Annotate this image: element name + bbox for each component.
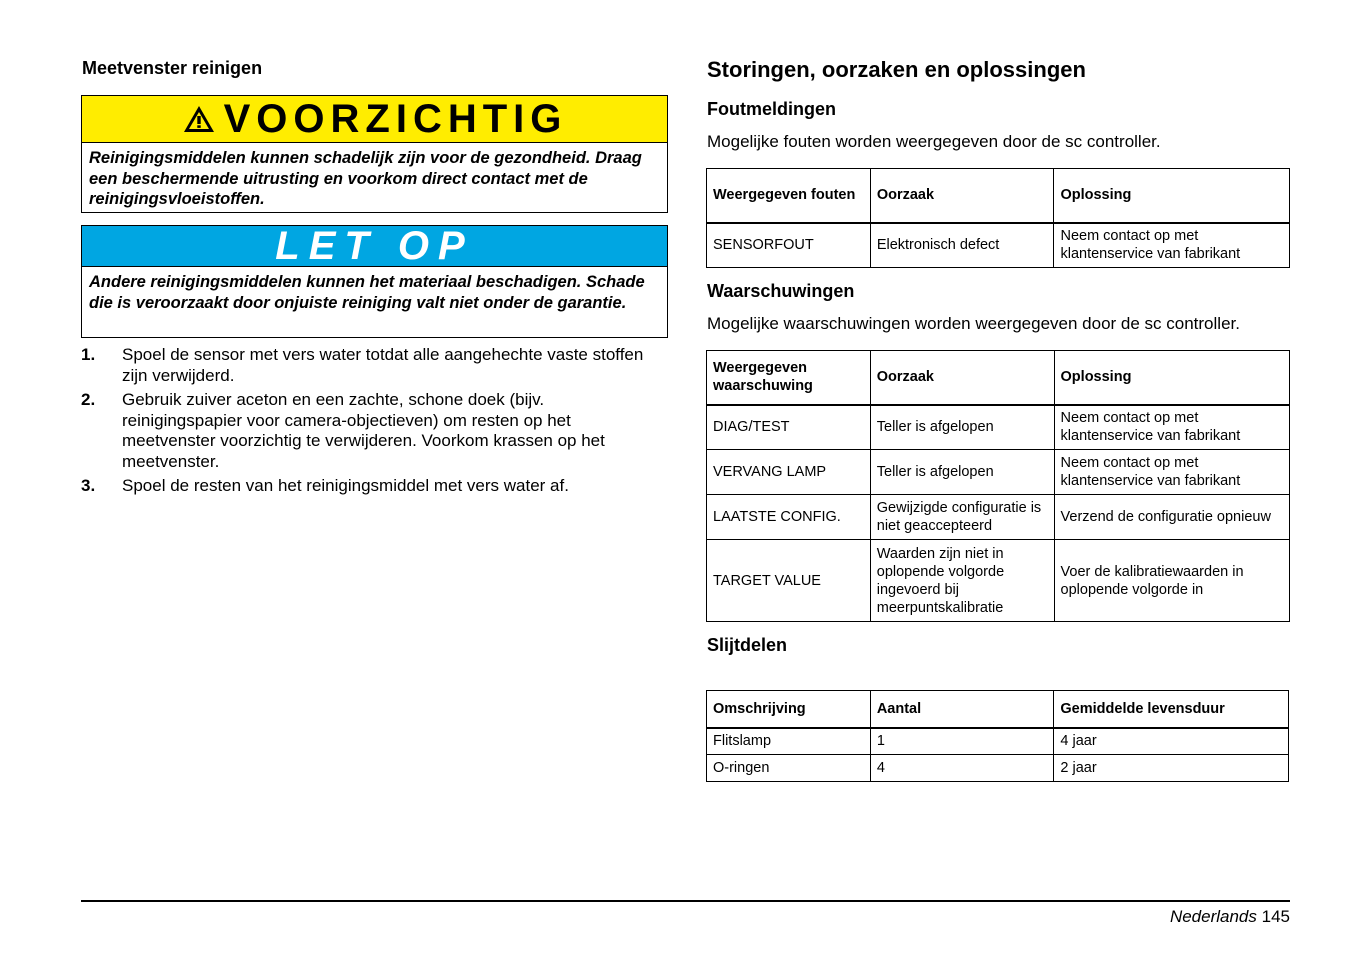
errors-table — [706, 168, 1290, 268]
step-number: 1. — [81, 345, 96, 364]
step-text: Gebruik zuiver aceton en een zachte, schone doek (bijv. reinigingspapier voor camera-objectieven) om resten op het meetvenster voorzichtig te verwijderen. Voorkom krassen op het meetvenster. — [122, 390, 605, 471]
table-cell: Verzend de configuratie opnieuw — [1054, 495, 1289, 540]
table-cell: Waarden zijn niet in oplopende volgorde ingevoerd bij meerpuntskalibratie — [870, 540, 1054, 622]
table-cell: Flitslamp — [707, 728, 871, 755]
table-cell: 2 jaar — [1054, 755, 1289, 782]
table-row — [707, 450, 1290, 495]
footer-divider — [81, 900, 1290, 902]
list-item — [81, 390, 661, 472]
table-cell: Teller is afgelopen — [870, 405, 1054, 450]
table-row — [707, 755, 1289, 782]
table-cell: 4 — [870, 755, 1054, 782]
step-number: 2. — [81, 390, 96, 409]
errors-heading: Foutmeldingen — [707, 99, 836, 119]
table-cell: Elektronisch defect — [870, 223, 1054, 268]
table-cell: LAATSTE CONFIG. — [707, 495, 871, 540]
warnings-table — [706, 350, 1290, 622]
warnings-heading: Waarschuwingen — [707, 281, 855, 301]
column-header: Oorzaak — [870, 351, 1054, 405]
table-cell: Neem contact op met klantenservice van fabrikant — [1054, 405, 1289, 450]
table-row — [707, 728, 1289, 755]
table-cell: TARGET VALUE — [707, 540, 871, 622]
notice-text: Andere reinigingsmiddelen kunnen het materiaal beschadigen. Schade die is veroorzaakt door onjuiste reiniging valt niet onder de garantie. — [89, 273, 645, 312]
table-row — [707, 495, 1290, 540]
step-text: Spoel de sensor met vers water totdat alle aangehechte vaste stoffen zijn verwijderd. — [122, 345, 644, 385]
parts-heading: Slijtdelen — [707, 635, 788, 655]
section-heading-cleaning: Meetvenster reinigen — [82, 58, 263, 78]
column-header: Gemiddelde levensduur — [1054, 691, 1289, 728]
step-number: 3. — [81, 476, 96, 495]
page-number: 145 — [1261, 907, 1290, 926]
footer-language: Nederlands — [1169, 907, 1257, 926]
column-header: Oplossing — [1054, 351, 1289, 405]
errors-intro: Mogelijke fouten worden weergegeven door de sc controller. — [707, 132, 1161, 151]
table-cell: SENSORFOUT — [707, 223, 871, 268]
troubleshooting-heading: Storingen, oorzaken en oplossingen — [707, 57, 1086, 82]
table-cell: Gewijzigde configuratie is niet geaccepteerd — [870, 495, 1054, 540]
notice-title: LET OP — [275, 223, 474, 268]
table-header-row — [707, 351, 1290, 405]
column-header: Omschrijving — [707, 691, 871, 728]
table-row — [707, 540, 1290, 622]
table-cell: 1 — [870, 728, 1054, 755]
cleaning-steps — [81, 345, 661, 501]
table-cell: Voer de kalibratiewaarden in oplopende volgorde in — [1054, 540, 1289, 622]
list-item — [81, 345, 661, 386]
notice-box — [81, 225, 668, 338]
table-cell: VERVANG LAMP — [707, 450, 871, 495]
table-header-row — [707, 691, 1289, 728]
column-header: Aantal — [870, 691, 1054, 728]
caution-title: VOORZICHTIG — [223, 96, 568, 141]
table-cell: Teller is afgelopen — [870, 450, 1054, 495]
caution-text: Reinigingsmiddelen kunnen schadelijk zijn voor de gezondheid. Draag een beschermende uitrusting en voorkom direct contact met de reinigingsvloeistoffen. — [89, 149, 642, 208]
page-footer — [1170, 907, 1290, 927]
table-row — [707, 405, 1290, 450]
notice-header — [82, 223, 667, 268]
column-header: Oorzaak — [870, 169, 1054, 223]
column-header: Weergegeven fouten — [707, 169, 871, 223]
table-cell: Neem contact op met klantenservice van fabrikant — [1054, 450, 1289, 495]
column-header: Oplossing — [1054, 169, 1290, 223]
table-cell: O-ringen — [707, 755, 871, 782]
step-text: Spoel de resten van het reinigingsmiddel met vers water af. — [122, 476, 569, 495]
caution-header — [82, 96, 667, 143]
column-header: Weergegeven waarschuwing — [707, 351, 871, 405]
table-cell: Neem contact op met klantenservice van fabrikant — [1054, 223, 1290, 268]
warning-triangle-icon — [182, 104, 216, 134]
table-cell: DIAG/TEST — [707, 405, 871, 450]
list-item — [81, 476, 661, 497]
table-header-row — [707, 169, 1290, 223]
table-row — [707, 223, 1290, 268]
warnings-intro: Mogelijke waarschuwingen worden weergegeven door de sc controller. — [707, 314, 1240, 333]
table-cell: 4 jaar — [1054, 728, 1289, 755]
parts-table — [706, 690, 1289, 782]
caution-box — [81, 95, 668, 213]
